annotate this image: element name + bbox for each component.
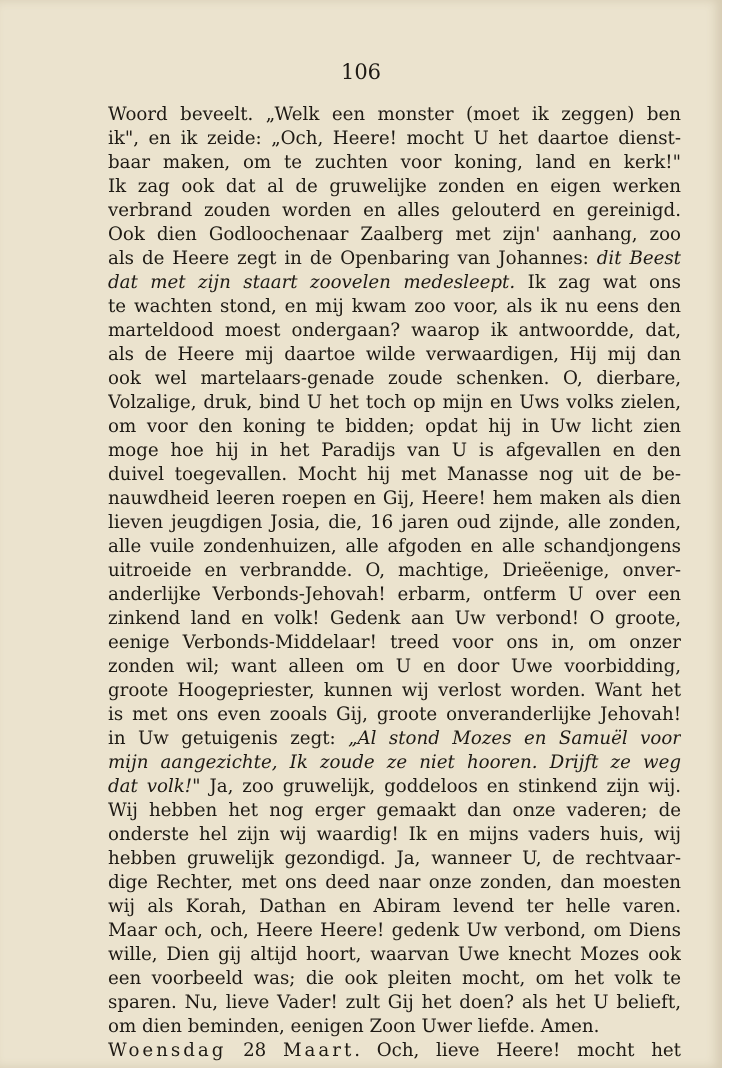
text-run: . Och, lieve Heere! mocht het	[354, 1040, 681, 1061]
text-line	[108, 583, 681, 607]
body-text	[108, 103, 681, 1063]
text-line	[108, 247, 681, 271]
text-line	[108, 151, 681, 175]
text-line	[108, 391, 681, 415]
text-run: Woord beveelt. „Welk een monster (moet ik zeggen) ben	[108, 104, 681, 125]
spaced-text-run: Woensdag	[108, 1040, 227, 1061]
text-run: ik", en ik zeide: „Och, Heere! mocht U het daartoe dienst-	[108, 128, 681, 149]
italic-text-run: „Al stond Mozes en Samuël voor	[348, 728, 681, 749]
text-line	[108, 679, 681, 703]
text-line	[108, 199, 681, 223]
text-line	[108, 319, 681, 343]
text-run: marteldood moest ondergaan? waarop ik antwoordde, dat,	[108, 320, 681, 341]
text-run: wij als Korah, Dathan en Abiram levend ter helle varen.	[108, 896, 681, 917]
italic-text-run: dat volk!"	[108, 776, 201, 797]
spaced-text-run: Maart	[282, 1040, 355, 1061]
text-line	[108, 991, 681, 1015]
text-line	[108, 271, 681, 295]
text-line	[108, 1039, 681, 1063]
text-run: een voorbeeld was; die ook pleiten mocht, om het volk te	[108, 968, 681, 989]
text-run: anderlijke Verbonds-Jehovah! erbarm, ontferm U over een	[108, 584, 681, 605]
text-run: om dien beminden, eenigen Zoon Uwer liefde. Amen.	[108, 1016, 600, 1037]
text-line	[108, 943, 681, 967]
page-number: 106	[340, 60, 382, 84]
text-run: eenige Verbonds-Middelaar! treed voor ons in, om onzer	[108, 632, 681, 653]
text-run: sparen. Nu, lieve Vader! zult Gij het doen? als het U belieft,	[108, 992, 681, 1013]
text-line	[108, 847, 681, 871]
text-line	[108, 535, 681, 559]
text-run: Ik zag wat ons	[515, 272, 681, 293]
text-line	[108, 559, 681, 583]
text-run: Maar och, och, Heere Heere! gedenk Uw verbond, om Diens	[108, 920, 681, 941]
text-run: duivel toegevallen. Mocht hij met Manasse nog uit de be-	[108, 464, 681, 485]
text-line	[108, 439, 681, 463]
text-line	[108, 295, 681, 319]
text-line	[108, 223, 681, 247]
text-run: baar maken, om te zuchten voor koning, land en kerk!"	[108, 152, 681, 173]
text-run: zinkend land en volk! Gedenk aan Uw verbond! O groote,	[108, 608, 681, 629]
text-run: Volzalige, druk, bind U het toch op mijn en Uws volks zielen,	[108, 392, 681, 413]
italic-text-run: mijn aangezichte, Ik zoude ze niet hooren. Drijft ze weg	[108, 752, 681, 773]
text-run: verbrand zouden worden en alles gelouterd en gereinigd.	[108, 200, 681, 221]
text-line	[108, 175, 681, 199]
italic-text-run: dit Beest	[596, 248, 681, 269]
italic-text-run: dat met zijn staart zoovelen medesleept.	[108, 272, 516, 293]
text-run: om voor den koning te bidden; opdat hij in Uw licht zien	[108, 416, 681, 437]
text-run: Ook dien Godloochenaar Zaalberg met zijn' aanhang, zoo	[108, 224, 681, 245]
text-line	[108, 607, 681, 631]
text-run: moge hoe hij in het Paradijs van U is afgevallen en den	[108, 440, 681, 461]
text-run: uitroeide en verbrandde. O, machtige, Drieëenige, onver-	[108, 560, 681, 581]
text-line	[108, 127, 681, 151]
text-line	[108, 967, 681, 991]
text-line	[108, 655, 681, 679]
text-run: 28	[226, 1040, 283, 1061]
text-line	[108, 367, 681, 391]
text-line	[108, 751, 681, 775]
text-line	[108, 343, 681, 367]
text-run: is met ons even zooals Gij, groote onveranderlijke Jehovah!	[108, 704, 681, 725]
text-run: te wachten stond, en mij kwam zoo voor, als ik nu eens den	[108, 296, 681, 317]
text-run: dige Rechter, met ons deed naar onze zonden, dan moesten	[108, 872, 681, 893]
text-run: als de Heere zegt in de Openbaring van Johannes:	[108, 248, 597, 269]
text-line	[108, 463, 681, 487]
text-line	[108, 703, 681, 727]
text-line	[108, 415, 681, 439]
text-run: ook wel martelaars-genade zoude schenken. O, dierbare,	[108, 368, 681, 389]
text-line	[108, 487, 681, 511]
text-run: als de Heere mij daartoe wilde verwaardigen, Hij mij dan	[108, 344, 681, 365]
text-run: alle vuile zondenhuizen, alle afgoden en alle schandjongens	[108, 536, 681, 557]
text-line	[108, 799, 681, 823]
text-run: in Uw getuigenis zegt:	[108, 728, 349, 749]
text-line	[108, 775, 681, 799]
text-line	[108, 631, 681, 655]
text-line	[108, 103, 681, 127]
text-line	[108, 895, 681, 919]
text-line	[108, 511, 681, 535]
text-line	[108, 1015, 681, 1039]
text-line	[108, 871, 681, 895]
text-run: Ik zag ook dat al de gruwelijke zonden en eigen werken	[108, 176, 681, 197]
text-run: wille, Dien gij altijd hoort, waarvan Uwe knecht Mozes ook	[108, 944, 681, 965]
text-run: hebben gruwelijk gezondigd. Ja, wanneer U, de rechtvaar-	[108, 848, 681, 869]
text-run: Wij hebben het nog erger gemaakt dan onze vaderen; de	[108, 800, 681, 821]
text-line	[108, 919, 681, 943]
text-line	[108, 823, 681, 847]
text-run: groote Hoogepriester, kunnen wij verlost worden. Want het	[108, 680, 681, 701]
text-line	[108, 727, 681, 751]
text-run: Ja, zoo gruwelijk, goddeloos en stinkend zijn wij.	[200, 776, 681, 797]
text-run: lieven jeugdigen Josia, die, 16 jaren oud zijnde, alle zonden,	[108, 512, 681, 533]
text-run: onderste hel zijn wij waardig! Ik en mijns vaders huis, wij	[108, 824, 681, 845]
text-run: nauwdheid leeren roepen en Gij, Heere! hem maken als dien	[108, 488, 681, 509]
text-run: zonden wil; want alleen om U en door Uwe voorbidding,	[108, 656, 681, 677]
